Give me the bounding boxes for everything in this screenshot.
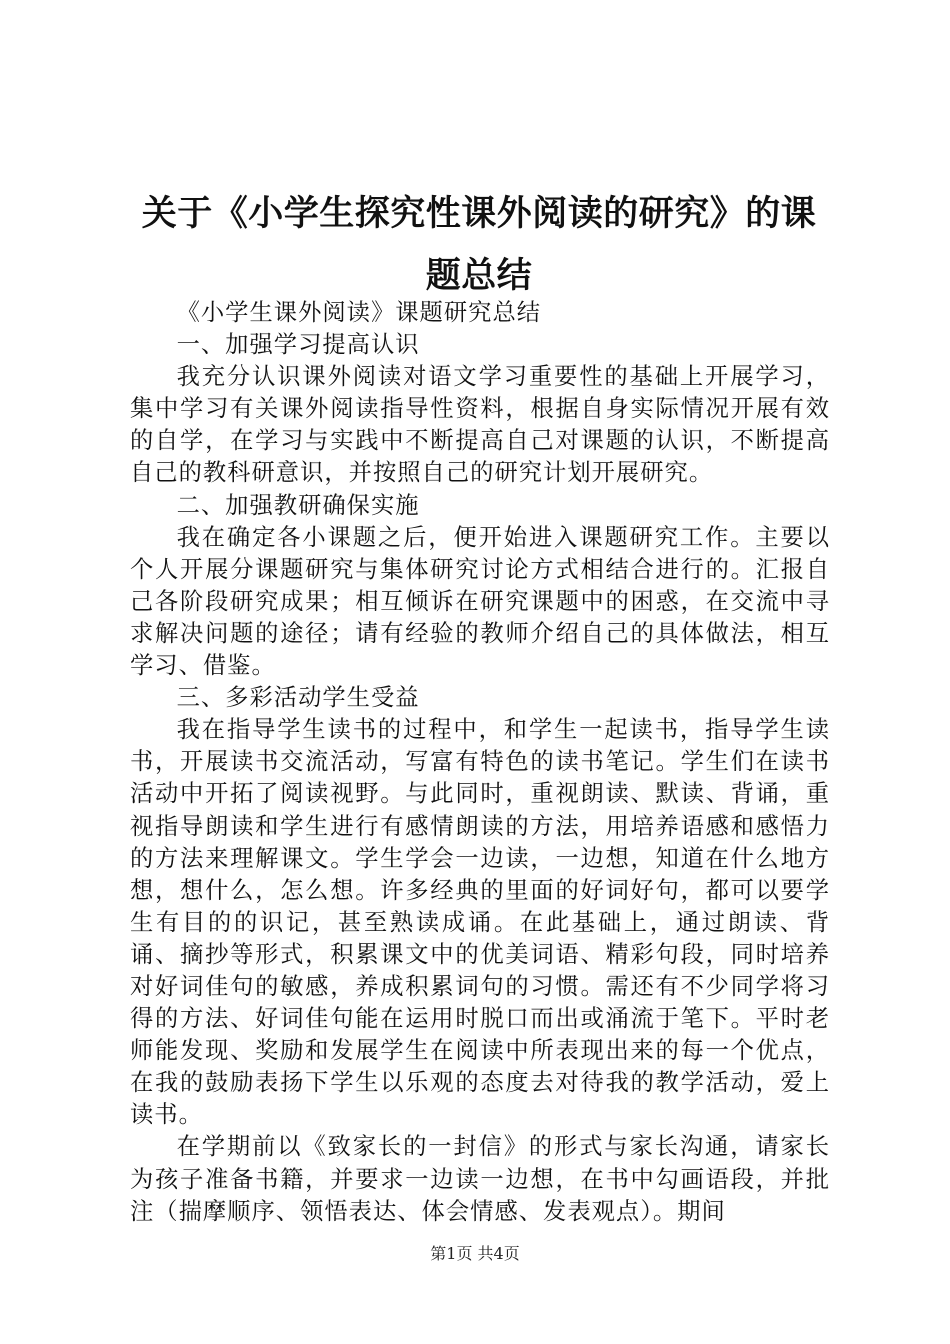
document-title: 关于《小学生探究性课外阅读的研究》的课题总结 — [141, 194, 817, 297]
section-heading-2: 二、加强教研确保实施 — [176, 491, 420, 519]
page-footer: 第1页 共4页 — [430, 1244, 520, 1263]
body-paragraph-subtitle: 《小学生课外阅读》课题研究总结 — [176, 299, 542, 326]
body-paragraph: 在学期前以《致家长的一封信》的形式与家长沟通，请家长为孩子准备书籍，并要求一边读一边想，在书中勾画语段，并批注（揣摩顺序、领悟表达、体会情感、发表观点）。期间 — [130, 1133, 830, 1225]
document-body — [130, 297, 830, 1228]
section-heading-1: 一、加强学习提高认识 — [176, 331, 420, 359]
body-paragraph: 我在确定各小课题之后，便开始进入课题研究工作。主要以个人开展分课题研究与集体研究讨论方式相结合进行的。汇报自己各阶段研究成果；相互倾诉在研究课题中的困惑，在交流中寻求解决问题的途径；请有经验的教师介绍自己的具体做法，相互学习、借鉴。 — [130, 523, 830, 680]
body-paragraph: 我充分认识课外阅读对语文学习重要性的基础上开展学习，集中学习有关课外阅读指导性资料，根据自身实际情况开展有效的自学，在学习与实践中不断提高自己对课题的认识，不断提高自己的教科研意识，并按照自己的研究计划开展研究。 — [130, 363, 830, 487]
body-paragraph: 我在指导学生读书的过程中，和学生一起读书，指导学生读书，开展读书交流活动，写富有特色的读书笔记。学生们在读书活动中开拓了阅读视野。与此同时，重视朗读、默读、背诵，重视指导朗读和学生进行有感情朗读的方法，用培养语感和感悟力的方法来理解课文。学生学会一边读，一边想，知道在什么地方想，想什么，怎么想。许多经典的里面的好词好句，都可以要学生有目的的识记，甚至熟读成诵。在此基础上，通过朗读、背诵、摘抄等形式，积累课文中的优美词语、精彩句段，同时培养对好词佳句的敏感，养成积累词句的习惯。需还有不少同学将习得的方法、好词佳句能在运用时脱口而出或涌流于笔下。平时老师能发现、奖励和发展学生在阅读中所表现出来的每一个优点，在我的鼓励表扬下学生以乐观的态度去对待我的教学活动，爱上读书。 — [130, 716, 830, 1129]
section-heading-3: 三、多彩活动学生受益 — [176, 684, 420, 712]
